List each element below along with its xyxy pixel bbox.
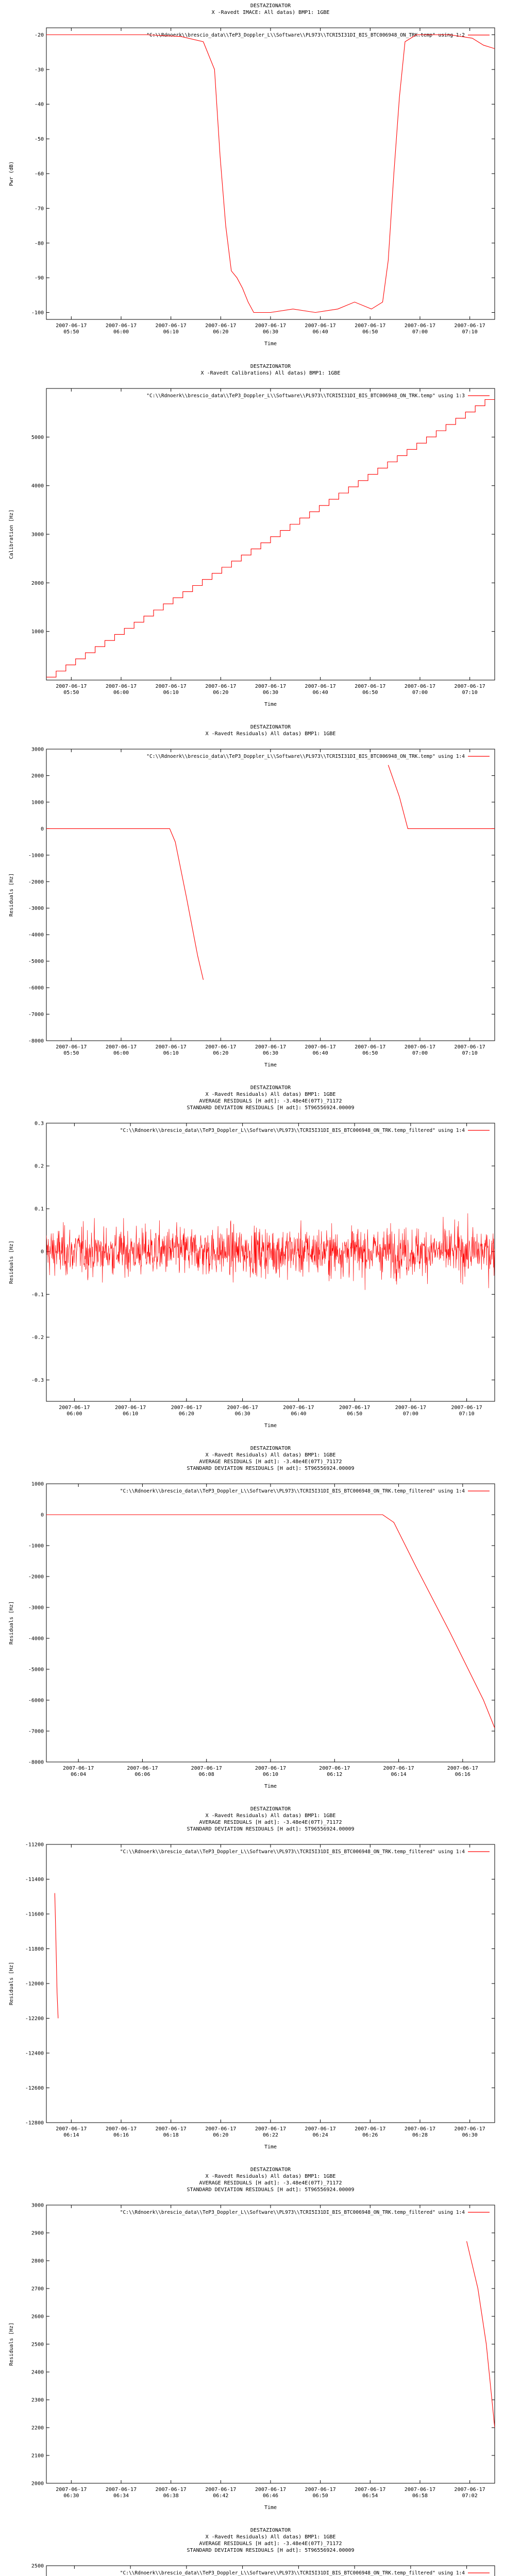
chart-title: X -Ravedt Residuals) All datas) BMP1: 1GBE (205, 1813, 336, 1819)
y-tick-label: -3000 (28, 1605, 44, 1611)
x-tick-label: 07:00 (412, 690, 428, 696)
x-tick-label: 06:50 (312, 2493, 328, 2499)
chart-8 (0, 2524, 505, 2576)
x-axis-label: Time (264, 2144, 277, 2150)
x-tick-label: 2007-06-17 (454, 1044, 485, 1050)
x-tick-label: 2007-06-17 (205, 2487, 237, 2493)
y-tick-label: 2400 (31, 2369, 44, 2376)
plot-frame (46, 388, 495, 680)
x-tick-label: 06:18 (163, 2132, 179, 2138)
y-axis-label: Residuals [Hz] (9, 873, 14, 917)
x-tick-label: 06:20 (213, 1050, 229, 1056)
y-tick-label: 2000 (31, 2481, 44, 2487)
x-tick-label: 2007-06-17 (171, 1405, 202, 1411)
y-tick-label: -100 (31, 310, 44, 316)
y-tick-label: -11800 (25, 1946, 44, 1952)
x-tick-label: 2007-06-17 (454, 2126, 485, 2132)
x-tick-label: 2007-06-17 (205, 684, 237, 689)
x-tick-label: 07:10 (462, 1050, 478, 1056)
x-axis-label: Time (264, 702, 277, 707)
chart-title: STANDARD DEVIATION RESIDUALS [H adt]: 5T96556924.00009 (187, 1105, 355, 1111)
chart-title: DESTAZIONATOR (250, 3, 291, 9)
y-tick-label: -30 (34, 67, 44, 73)
x-tick-label: 2007-06-17 (454, 323, 485, 329)
x-tick-label: 06:20 (213, 2132, 229, 2138)
y-tick-label: -20 (34, 32, 44, 38)
x-tick-label: 2007-06-17 (155, 2126, 187, 2132)
x-tick-label: 2007-06-17 (255, 2126, 287, 2132)
y-tick-label: -12200 (25, 2016, 44, 2022)
series-line (46, 828, 204, 979)
x-tick-label: 2007-06-17 (404, 323, 436, 329)
x-tick-label: 06:42 (213, 2493, 229, 2499)
x-tick-label: 2007-06-17 (339, 1405, 371, 1411)
x-tick-label: 06:10 (262, 1772, 279, 1777)
x-axis-label: Time (264, 1062, 277, 1068)
y-axis-label: Residuals [Hz] (9, 1601, 14, 1645)
y-tick-label: -11400 (25, 1877, 44, 1883)
x-tick-label: 06:24 (312, 2132, 328, 2138)
y-tick-label: -12800 (25, 2120, 44, 2126)
legend-label: "C:\\Rdnoerk\\brescio_data\\TeP3_Doppler_L\\Software\\PL973\\TCRI5I31DI_BIS_BTC006948_ON_TRK.temp_filtered" using 1:4 (120, 1128, 465, 1133)
chart-title: X -Ravedt Residuals) All datas) BMP1: 1GBE (205, 2174, 336, 2179)
y-tick-label: -8000 (28, 1038, 44, 1044)
x-tick-label: 2007-06-17 (255, 2487, 287, 2493)
x-tick-label: 2007-06-17 (105, 2126, 137, 2132)
x-tick-label: 2007-06-17 (255, 1766, 287, 1771)
x-tick-label: 06:20 (213, 690, 229, 696)
x-tick-label: 2007-06-17 (355, 2487, 386, 2493)
plot-frame (46, 1123, 495, 1401)
legend-label: "C:\\Rdnoerk\\brescio_data\\TeP3_Doppler_L\\Software\\PL973\\TCRI5I31DI_BIS_BTC006948_ON_TRK.temp" using 1:2 (146, 32, 465, 38)
y-tick-label: -12600 (25, 2086, 44, 2091)
chart-title: AVERAGE RESIDUALS [H adt]: -3.48e4E(07T)_71172 (199, 1459, 342, 1465)
chart-2 (0, 361, 505, 721)
x-tick-label: 2007-06-17 (447, 1766, 478, 1771)
x-tick-label: 06:00 (113, 690, 129, 696)
x-tick-label: 07:00 (412, 329, 428, 335)
plot-frame (46, 28, 495, 319)
y-tick-label: 0.3 (34, 1121, 44, 1127)
x-tick-label: 06:50 (347, 1411, 363, 1417)
y-axis-label: Pwr (dB) (9, 161, 14, 187)
x-tick-label: 2007-06-17 (355, 2126, 386, 2132)
x-tick-label: 06:30 (63, 2493, 79, 2499)
x-tick-label: 2007-06-17 (404, 684, 436, 689)
x-tick-label: 06:20 (178, 1411, 194, 1417)
plot-frame (46, 1844, 495, 2123)
legend-label: "C:\\Rdnoerk\\brescio_data\\TeP3_Doppler_L\\Software\\PL973\\TCRI5I31DI_BIS_BTC006948_ON_TRK.temp" using 1:4 (146, 754, 465, 759)
x-tick-label: 06:30 (262, 690, 279, 696)
y-tick-label: -3000 (28, 906, 44, 912)
x-tick-label: 06:20 (213, 329, 229, 335)
y-tick-label: 0 (40, 826, 44, 832)
y-tick-label: -80 (34, 241, 44, 247)
x-tick-label: 07:00 (412, 1050, 428, 1056)
x-tick-label: 2007-06-17 (205, 1044, 237, 1050)
chart-title: STANDARD DEVIATION RESIDUALS [H adt]: 5T96556924.00009 (187, 1466, 355, 1471)
x-tick-label: 05:50 (63, 329, 79, 335)
y-tick-label: 2900 (31, 2230, 44, 2236)
x-tick-label: 2007-06-17 (56, 684, 87, 689)
x-tick-label: 06:30 (462, 2132, 478, 2138)
x-tick-label: 2007-06-17 (59, 1405, 90, 1411)
x-tick-label: 06:10 (163, 1050, 179, 1056)
x-tick-label: 2007-06-17 (305, 2487, 336, 2493)
chart-title: DESTAZIONATOR (250, 724, 291, 730)
x-tick-label: 06:08 (198, 1772, 214, 1777)
series-line (388, 765, 495, 829)
x-tick-label: 06:10 (163, 329, 179, 335)
x-axis-label: Time (264, 1784, 277, 1789)
chart-title: STANDARD DEVIATION RESIDUALS [H adt]: 5T96556924.00009 (187, 2548, 355, 2553)
x-tick-label: 06:10 (123, 1411, 139, 1417)
y-tick-label: 3000 (31, 2202, 44, 2209)
plot-frame (46, 749, 495, 1041)
legend-label: "C:\\Rdnoerk\\brescio_data\\TeP3_Doppler_L\\Software\\PL973\\TCRI5I31DI_BIS_BTC006948_ON_TRK.temp_filtered" using 1:4 (120, 1849, 465, 1855)
x-tick-label: 06:14 (63, 2132, 79, 2138)
y-tick-label: 2500 (31, 2563, 44, 2569)
x-tick-label: 06:30 (262, 1050, 279, 1056)
chart-title: X -Ravedt Residuals) All datas) BMP1: 1GBE (205, 1092, 336, 1097)
y-tick-label: -4000 (28, 1636, 44, 1642)
y-tick-label: 1000 (31, 800, 44, 806)
x-tick-label: 06:40 (312, 329, 328, 335)
chart-7 (0, 2164, 505, 2524)
y-tick-label: -70 (34, 206, 44, 212)
x-tick-label: 2007-06-17 (56, 1044, 87, 1050)
x-tick-label: 06:40 (312, 1050, 328, 1056)
x-tick-label: 05:50 (63, 1050, 79, 1056)
y-tick-label: -60 (34, 171, 44, 177)
y-tick-label: -5000 (28, 1667, 44, 1673)
y-tick-label: 2200 (31, 2425, 44, 2431)
x-tick-label: 06:50 (362, 329, 378, 335)
x-tick-label: 06:46 (262, 2493, 279, 2499)
series-line (46, 35, 495, 313)
series-line (55, 1893, 58, 2019)
x-axis-label: Time (264, 341, 277, 347)
x-tick-label: 06:28 (412, 2132, 428, 2138)
chart-title: DESTAZIONATOR (250, 2167, 291, 2173)
y-tick-label: -6000 (28, 1698, 44, 1704)
y-tick-label: 0 (40, 1512, 44, 1518)
x-axis-label: Time (264, 1423, 277, 1429)
chart-title: AVERAGE RESIDUALS [H adt]: -3.48e4E(07T)_71172 (199, 2541, 342, 2547)
x-tick-label: 2007-06-17 (115, 1405, 146, 1411)
y-tick-label: 2100 (31, 2453, 44, 2459)
x-tick-label: 2007-06-17 (105, 323, 137, 329)
x-tick-label: 2007-06-17 (155, 323, 187, 329)
x-tick-label: 2007-06-17 (205, 2126, 237, 2132)
x-tick-label: 06:50 (362, 690, 378, 696)
x-tick-label: 06:50 (362, 1050, 378, 1056)
y-tick-label: -4000 (28, 932, 44, 938)
x-tick-label: 2007-06-17 (63, 1766, 94, 1771)
y-tick-label: 2000 (31, 773, 44, 779)
chart-title: X -Ravedt IMACE: All datas) BMP1: 1GBE (211, 10, 330, 15)
x-tick-label: 2007-06-17 (255, 323, 287, 329)
x-axis-label: Time (264, 2505, 277, 2511)
chart-title: DESTAZIONATOR (250, 1446, 291, 1451)
chart-title: AVERAGE RESIDUALS [H adt]: -3.48e4E(07T)_71172 (199, 2180, 342, 2186)
x-tick-label: 2007-06-17 (255, 1044, 287, 1050)
series-line (467, 2241, 495, 2428)
y-tick-label: 0.1 (34, 1206, 44, 1212)
x-tick-label: 06:14 (391, 1772, 407, 1777)
y-tick-label: 0.2 (34, 1163, 44, 1170)
x-tick-label: 2007-06-17 (105, 684, 137, 689)
chart-6 (0, 1803, 505, 2164)
x-tick-label: 06:16 (113, 2132, 129, 2138)
y-tick-label: -90 (34, 275, 44, 281)
x-tick-label: 06:26 (362, 2132, 378, 2138)
y-tick-label: -2000 (28, 1574, 44, 1580)
x-tick-label: 06:58 (412, 2493, 428, 2499)
chart-title: X -Ravedt Residuals) All datas) BMP1: 1GBE (205, 731, 336, 737)
y-tick-label: 4000 (31, 483, 44, 489)
chart-title: STANDARD DEVIATION RESIDUALS [H adt]: 5T96556924.00009 (187, 2187, 355, 2193)
chart-title: X -Ravedt Residuals) All datas) BMP1: 1GBE (205, 1452, 336, 1458)
x-tick-label: 2007-06-17 (319, 1766, 350, 1771)
x-tick-label: 2007-06-17 (105, 2487, 137, 2493)
y-tick-label: 2700 (31, 2286, 44, 2292)
y-tick-label: -1000 (28, 1543, 44, 1549)
y-tick-label: -11200 (25, 1842, 44, 1848)
x-tick-label: 2007-06-17 (191, 1766, 222, 1771)
y-tick-label: 2000 (31, 580, 44, 586)
y-tick-label: 3000 (31, 532, 44, 538)
x-tick-label: 06:30 (262, 329, 279, 335)
x-tick-label: 2007-06-17 (451, 1405, 482, 1411)
y-tick-label: -0.2 (31, 1334, 44, 1341)
legend-label: "C:\\Rdnoerk\\brescio_data\\TeP3_Doppler_L\\Software\\PL973\\TCRI5I31DI_BIS_BTC006948_ON_TRK.temp_filtered" using 1:4 (120, 1488, 465, 1494)
y-axis-label: Residuals [Hz] (9, 1240, 14, 1284)
chart-title: DESTAZIONATOR (250, 364, 291, 369)
x-tick-label: 2007-06-17 (305, 1044, 336, 1050)
y-tick-label: -12400 (25, 2050, 44, 2057)
chart-4 (0, 1082, 505, 1443)
x-tick-label: 07:02 (462, 2493, 478, 2499)
x-tick-label: 06:16 (454, 1772, 470, 1777)
y-tick-label: -7000 (28, 1728, 44, 1735)
y-tick-label: -40 (34, 101, 44, 108)
legend-label: "C:\\Rdnoerk\\brescio_data\\TeP3_Doppler_L\\Software\\PL973\\TCRI5I31DI_BIS_BTC006948_ON_TRK.temp_filtered" using 1:4 (120, 2570, 465, 2576)
series-line (46, 400, 495, 677)
legend-label: "C:\\Rdnoerk\\brescio_data\\TeP3_Doppler_L\\Software\\PL973\\TCRI5I31DI_BIS_BTC006948_ON_TRK.temp" using 1:3 (146, 393, 465, 399)
chart-title: X -Ravedt Residuals) All datas) BMP1: 1GBE (205, 2534, 336, 2540)
x-tick-label: 2007-06-17 (155, 2487, 187, 2493)
x-tick-label: 2007-06-17 (395, 1405, 426, 1411)
y-tick-label: -8000 (28, 1759, 44, 1766)
x-tick-label: 2007-06-17 (305, 684, 336, 689)
y-tick-label: 0 (40, 1249, 44, 1255)
x-tick-label: 06:34 (113, 2493, 129, 2499)
x-tick-label: 2007-06-17 (355, 1044, 386, 1050)
y-tick-label: 2800 (31, 2258, 44, 2264)
x-tick-label: 2007-06-17 (205, 323, 237, 329)
plot-frame (46, 1484, 495, 1762)
y-tick-label: 2500 (31, 2342, 44, 2348)
y-tick-label: -1000 (28, 853, 44, 859)
y-tick-label: 1000 (31, 1481, 44, 1487)
series-line (46, 1213, 495, 1290)
x-tick-label: 07:10 (462, 690, 478, 696)
y-tick-label: -50 (34, 137, 44, 143)
x-tick-label: 06:00 (113, 329, 129, 335)
chart-title: DESTAZIONATOR (250, 1085, 291, 1091)
x-tick-label: 2007-06-17 (305, 2126, 336, 2132)
y-tick-label: -2000 (28, 879, 44, 885)
x-tick-label: 2007-06-17 (383, 1766, 414, 1771)
x-tick-label: 2007-06-17 (227, 1405, 258, 1411)
y-tick-label: 3000 (31, 747, 44, 753)
legend-label: "C:\\Rdnoerk\\brescio_data\\TeP3_Doppler_L\\Software\\PL973\\TCRI5I31DI_BIS_BTC006948_ON_TRK.temp_filtered" using 1:4 (120, 2210, 465, 2215)
chart-title: X -Ravedt Calibrations) All datas) BMP1: 1GBE (200, 370, 341, 376)
x-tick-label: 2007-06-17 (283, 1405, 314, 1411)
x-tick-label: 07:00 (402, 1411, 418, 1417)
x-tick-label: 06:40 (291, 1411, 307, 1417)
chart-title: DESTAZIONATOR (250, 1806, 291, 1812)
x-tick-label: 2007-06-17 (404, 1044, 436, 1050)
x-tick-label: 2007-06-17 (454, 2487, 485, 2493)
chart-title: AVERAGE RESIDUALS [H adt]: -3.48e4E(07T)_71172 (199, 1098, 342, 1104)
x-tick-label: 2007-06-17 (56, 323, 87, 329)
x-tick-label: 06:10 (163, 690, 179, 696)
x-tick-label: 2007-06-17 (56, 2126, 87, 2132)
y-tick-label: 2300 (31, 2397, 44, 2403)
x-tick-label: 2007-06-17 (305, 323, 336, 329)
chart-title: AVERAGE RESIDUALS [H adt]: -3.48e4E(07T)_71172 (199, 1820, 342, 1825)
x-tick-label: 05:50 (63, 690, 79, 696)
chart-3 (0, 721, 505, 1082)
x-tick-label: 06:12 (327, 1772, 343, 1777)
plot-frame (46, 2205, 495, 2483)
y-tick-label: -6000 (28, 985, 44, 991)
x-tick-label: 06:30 (234, 1411, 250, 1417)
y-tick-label: 1000 (31, 629, 44, 635)
x-tick-label: 06:00 (66, 1411, 82, 1417)
x-tick-label: 07:10 (462, 329, 478, 335)
y-tick-label: 5000 (31, 434, 44, 440)
y-axis-label: Residuals [Hz] (9, 1961, 14, 2006)
x-tick-label: 2007-06-17 (404, 2126, 436, 2132)
x-tick-label: 2007-06-17 (355, 323, 386, 329)
chart-title: DESTAZIONATOR (250, 2528, 291, 2533)
x-tick-label: 2007-06-17 (127, 1766, 158, 1771)
y-tick-label: -12000 (25, 1981, 44, 1987)
x-tick-label: 2007-06-17 (155, 1044, 187, 1050)
y-axis-label: Calibration [Hz] (9, 509, 14, 560)
y-axis-label: Residuals [Hz] (9, 2322, 14, 2366)
y-tick-label: -7000 (28, 1012, 44, 1018)
x-tick-label: 2007-06-17 (355, 684, 386, 689)
series-line (46, 1515, 495, 1728)
x-tick-label: 2007-06-17 (155, 684, 187, 689)
chart-title: STANDARD DEVIATION RESIDUALS [H adt]: 5T96556924.00009 (187, 1826, 355, 1832)
x-tick-label: 2007-06-17 (255, 684, 287, 689)
x-tick-label: 06:54 (362, 2493, 378, 2499)
y-tick-label: 2600 (31, 2314, 44, 2320)
x-tick-label: 06:38 (163, 2493, 179, 2499)
x-tick-label: 06:40 (312, 690, 328, 696)
chart-1 (0, 0, 505, 361)
x-tick-label: 06:06 (134, 1772, 150, 1777)
x-tick-label: 07:10 (459, 1411, 475, 1417)
y-tick-label: -5000 (28, 959, 44, 965)
x-tick-label: 2007-06-17 (105, 1044, 137, 1050)
x-tick-label: 2007-06-17 (56, 2487, 87, 2493)
x-tick-label: 06:00 (113, 1050, 129, 1056)
x-tick-label: 06:22 (262, 2132, 279, 2138)
y-tick-label: -0.1 (31, 1292, 44, 1298)
y-tick-label: -0.3 (31, 1377, 44, 1383)
x-tick-label: 2007-06-17 (404, 2487, 436, 2493)
y-tick-label: -11600 (25, 1911, 44, 1918)
x-tick-label: 06:04 (71, 1772, 87, 1777)
chart-5 (0, 1443, 505, 1803)
x-tick-label: 2007-06-17 (454, 684, 485, 689)
